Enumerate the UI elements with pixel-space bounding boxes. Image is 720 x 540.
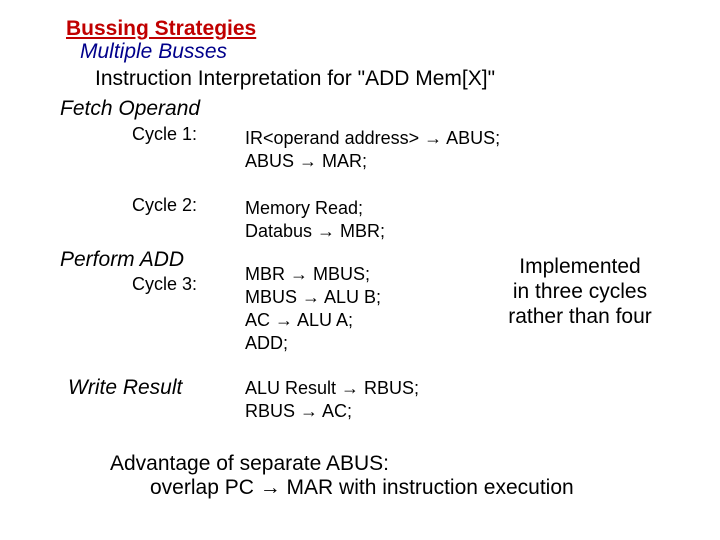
implementation-note <box>480 254 680 329</box>
op-line: Memory Read; <box>245 198 364 218</box>
op-line: Databus → MBR; <box>245 221 386 241</box>
phase-fetch-operand: Fetch Operand <box>60 97 201 120</box>
op-line: RBUS → AC; <box>245 401 353 421</box>
phase-write-result: Write Result <box>68 376 183 399</box>
slide-title: Bussing Strategies <box>66 17 257 40</box>
note-line: rather than four <box>508 305 652 328</box>
slide-subtitle: Multiple Busses <box>80 40 228 63</box>
op-line: IR<operand address> → ABUS; <box>245 128 501 148</box>
op-line: ADD; <box>245 333 289 353</box>
cycle-1-label: Cycle 1: <box>132 124 198 144</box>
note-line: Implemented <box>519 255 641 278</box>
instruction-heading: Instruction Interpretation for "ADD Mem[X]" <box>95 67 496 90</box>
op-line: MBUS → ALU B; <box>245 287 382 307</box>
cycle-3-ops <box>245 263 381 355</box>
op-line: MBR → MBUS; <box>245 264 371 284</box>
op-line: ALU Result → RBUS; <box>245 378 420 398</box>
cycle-3-label: Cycle 3: <box>132 274 198 294</box>
write-result-ops <box>245 377 419 423</box>
cycle-2-label: Cycle 2: <box>132 195 198 215</box>
cycle-1-ops <box>245 127 500 173</box>
advantage-detail: overlap PC → MAR with instruction execution <box>150 476 574 499</box>
op-line: ABUS → MAR; <box>245 151 368 171</box>
note-line: in three cycles <box>512 280 648 303</box>
phase-perform-add: Perform ADD <box>60 248 185 271</box>
advantage-heading: Advantage of separate ABUS: <box>110 452 390 475</box>
op-line: AC → ALU A; <box>245 310 354 330</box>
cycle-2-ops <box>245 197 385 243</box>
